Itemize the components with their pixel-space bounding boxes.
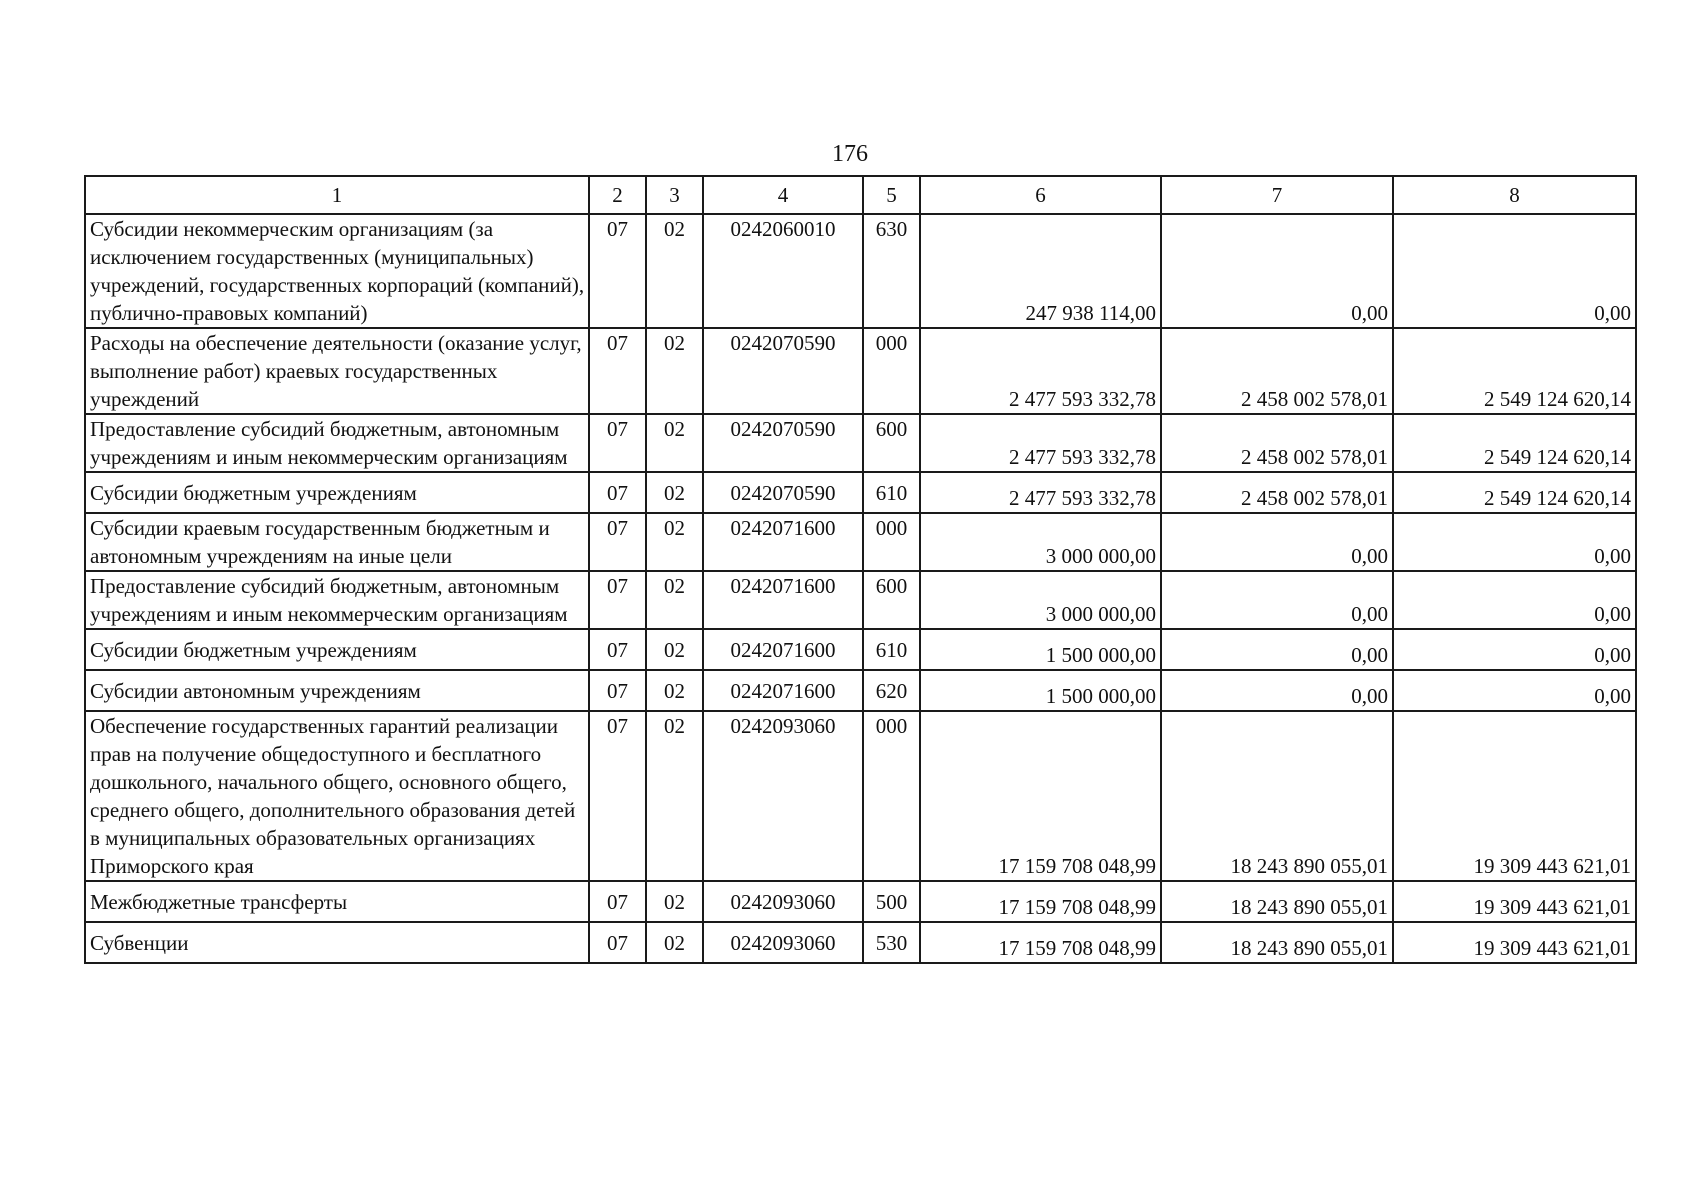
table-row	[85, 328, 1636, 414]
column-header: 6	[920, 176, 1161, 214]
subsection-code: 02	[646, 472, 703, 513]
table-row	[85, 881, 1636, 922]
column-header: 4	[703, 176, 863, 214]
amount-col-6: 17 159 708 048,99	[920, 881, 1161, 922]
amount-col-8: 2 549 124 620,14	[1393, 472, 1636, 513]
expense-name: Субсидии бюджетным учреждениям	[85, 629, 589, 670]
amount-col-7: 0,00	[1161, 513, 1393, 571]
target-article-code: 0242070590	[703, 328, 863, 414]
expense-type-code: 620	[863, 670, 920, 711]
amount-col-8: 2 549 124 620,14	[1393, 328, 1636, 414]
column-header: 5	[863, 176, 920, 214]
page-number: 176	[832, 141, 868, 167]
subsection-code: 02	[646, 513, 703, 571]
amount-col-8: 19 309 443 621,01	[1393, 922, 1636, 963]
amount-col-7: 0,00	[1161, 670, 1393, 711]
amount-col-7: 0,00	[1161, 214, 1393, 328]
target-article-code: 0242070590	[703, 472, 863, 513]
subsection-code: 02	[646, 670, 703, 711]
expense-type-code: 600	[863, 414, 920, 472]
target-article-code: 0242093060	[703, 711, 863, 881]
amount-col-8: 19 309 443 621,01	[1393, 881, 1636, 922]
expense-name: Субсидии некоммерческим организациям (за исключением государственных (муниципальных) учреждений, государственных корпораций (компаний), публично-правовых компаний)	[85, 214, 589, 328]
target-article-code: 0242071600	[703, 571, 863, 629]
expense-name: Субсидии бюджетным учреждениям	[85, 472, 589, 513]
column-header: 7	[1161, 176, 1393, 214]
amount-col-7: 0,00	[1161, 571, 1393, 629]
expense-type-code: 530	[863, 922, 920, 963]
amount-col-8: 0,00	[1393, 629, 1636, 670]
subsection-code: 02	[646, 328, 703, 414]
column-header: 8	[1393, 176, 1636, 214]
amount-col-6: 3 000 000,00	[920, 513, 1161, 571]
table-row	[85, 214, 1636, 328]
table-row	[85, 629, 1636, 670]
expense-name: Субсидии автономным учреждениям	[85, 670, 589, 711]
amount-col-6: 3 000 000,00	[920, 571, 1161, 629]
section-code: 07	[589, 629, 646, 670]
section-code: 07	[589, 414, 646, 472]
amount-col-7: 18 243 890 055,01	[1161, 881, 1393, 922]
section-code: 07	[589, 472, 646, 513]
amount-col-8: 19 309 443 621,01	[1393, 711, 1636, 881]
section-code: 07	[589, 711, 646, 881]
subsection-code: 02	[646, 571, 703, 629]
amount-col-7: 2 458 002 578,01	[1161, 414, 1393, 472]
table-row	[85, 922, 1636, 963]
section-code: 07	[589, 328, 646, 414]
expense-type-code: 500	[863, 881, 920, 922]
target-article-code: 0242071600	[703, 670, 863, 711]
expense-type-code: 630	[863, 214, 920, 328]
amount-col-6: 247 938 114,00	[920, 214, 1161, 328]
amount-col-8: 0,00	[1393, 214, 1636, 328]
subsection-code: 02	[646, 629, 703, 670]
column-header: 3	[646, 176, 703, 214]
table-row	[85, 414, 1636, 472]
expense-type-code: 610	[863, 629, 920, 670]
expense-name: Обеспечение государственных гарантий реализации прав на получение общедоступного и бесплатного дошкольного, начального общего, основного общего, среднего общего, дополнительного образования детей в муниципальных образовательных организациях Приморского края	[85, 711, 589, 881]
amount-col-7: 2 458 002 578,01	[1161, 472, 1393, 513]
subsection-code: 02	[646, 711, 703, 881]
section-code: 07	[589, 571, 646, 629]
expense-type-code: 000	[863, 711, 920, 881]
amount-col-6: 2 477 593 332,78	[920, 472, 1161, 513]
expense-type-code: 000	[863, 513, 920, 571]
amount-col-8: 0,00	[1393, 670, 1636, 711]
subsection-code: 02	[646, 214, 703, 328]
subsection-code: 02	[646, 922, 703, 963]
amount-col-7: 18 243 890 055,01	[1161, 711, 1393, 881]
section-code: 07	[589, 513, 646, 571]
expense-name: Субвенции	[85, 922, 589, 963]
section-code: 07	[589, 881, 646, 922]
section-code: 07	[589, 214, 646, 328]
target-article-code: 0242070590	[703, 414, 863, 472]
subsection-code: 02	[646, 881, 703, 922]
expense-name: Предоставление субсидий бюджетным, автономным учреждениям и иным некоммерческим организациям	[85, 414, 589, 472]
amount-col-6: 2 477 593 332,78	[920, 414, 1161, 472]
amount-col-7: 2 458 002 578,01	[1161, 328, 1393, 414]
amount-col-6: 2 477 593 332,78	[920, 328, 1161, 414]
amount-col-6: 17 159 708 048,99	[920, 922, 1161, 963]
expense-type-code: 600	[863, 571, 920, 629]
column-header: 1	[85, 176, 589, 214]
section-code: 07	[589, 922, 646, 963]
target-article-code: 0242060010	[703, 214, 863, 328]
target-article-code: 0242093060	[703, 881, 863, 922]
expense-type-code: 610	[863, 472, 920, 513]
amount-col-8: 2 549 124 620,14	[1393, 414, 1636, 472]
expense-name: Межбюджетные трансферты	[85, 881, 589, 922]
target-article-code: 0242071600	[703, 513, 863, 571]
amount-col-6: 17 159 708 048,99	[920, 711, 1161, 881]
subsection-code: 02	[646, 414, 703, 472]
table-row	[85, 472, 1636, 513]
expense-type-code: 000	[863, 328, 920, 414]
budget-table	[84, 175, 1637, 964]
expense-name: Расходы на обеспечение деятельности (оказание услуг, выполнение работ) краевых государственных учреждений	[85, 328, 589, 414]
table-row	[85, 571, 1636, 629]
amount-col-7: 0,00	[1161, 629, 1393, 670]
table-row	[85, 711, 1636, 881]
section-code: 07	[589, 670, 646, 711]
amount-col-8: 0,00	[1393, 571, 1636, 629]
table-header-row	[85, 176, 1636, 214]
amount-col-6: 1 500 000,00	[920, 629, 1161, 670]
expense-name: Субсидии краевым государственным бюджетным и автономным учреждениям на иные цели	[85, 513, 589, 571]
table-row	[85, 670, 1636, 711]
amount-col-8: 0,00	[1393, 513, 1636, 571]
amount-col-7: 18 243 890 055,01	[1161, 922, 1393, 963]
target-article-code: 0242071600	[703, 629, 863, 670]
target-article-code: 0242093060	[703, 922, 863, 963]
table-row	[85, 513, 1636, 571]
expense-name: Предоставление субсидий бюджетным, автономным учреждениям и иным некоммерческим организациям	[85, 571, 589, 629]
column-header: 2	[589, 176, 646, 214]
amount-col-6: 1 500 000,00	[920, 670, 1161, 711]
